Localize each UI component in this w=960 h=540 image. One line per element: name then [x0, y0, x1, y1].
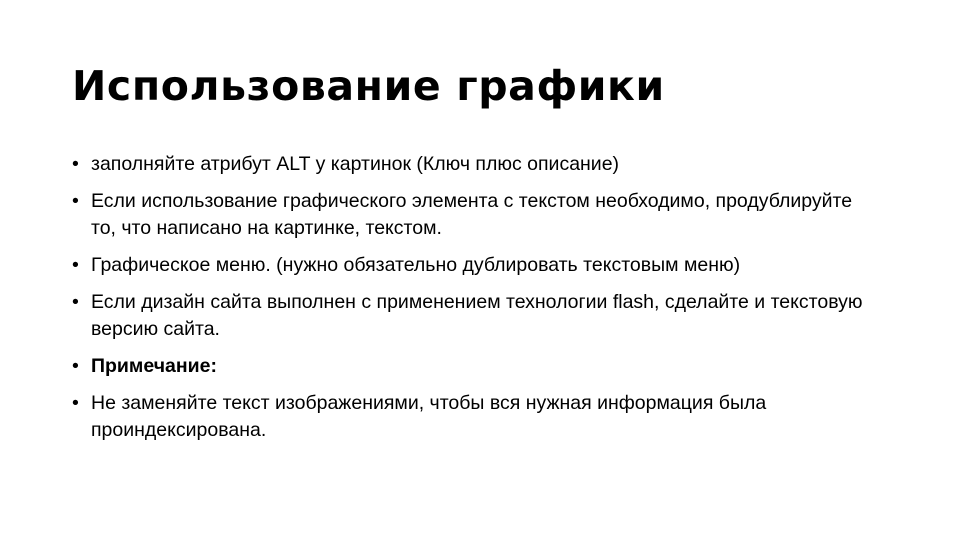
bullet-text: заполняйте атрибут ALT у картинок (Ключ плюс описание) — [91, 153, 620, 175]
bullet-dot-icon: • — [72, 355, 79, 377]
bullet-dot-icon: • — [72, 392, 79, 414]
bullet-text-note-label: Примечание: — [91, 355, 217, 377]
bullet-text: Графическое меню. (нужно обязательно дублировать текстовым меню) — [91, 254, 741, 276]
bullet-item-no-image-text — [72, 390, 872, 444]
bullet-item-alt-attribute — [72, 151, 872, 178]
bullet-item-graphic-menu — [72, 252, 872, 279]
bullet-item-duplicate-text — [72, 188, 872, 242]
bullet-text: Если дизайн сайта выполнен с применением технологии flash, сделайте и текстовую версию сайта. — [91, 291, 863, 340]
bullet-dot-icon: • — [72, 190, 79, 212]
bullet-text: Если использование графического элемента с текстом необходимо, продублируйте то, что написано на картинке, текстом. — [91, 190, 853, 239]
bullet-dot-icon: • — [72, 291, 79, 313]
slide-title: Использование графики — [72, 62, 665, 110]
bullet-item-flash-version — [72, 289, 872, 343]
bullet-text: Не заменяйте текст изображениями, чтобы вся нужная информация была проиндексирована. — [91, 392, 767, 441]
bullet-list — [72, 151, 872, 454]
bullet-dot-icon: • — [72, 153, 79, 175]
bullet-item-note — [72, 353, 872, 380]
bullet-dot-icon: • — [72, 254, 79, 276]
